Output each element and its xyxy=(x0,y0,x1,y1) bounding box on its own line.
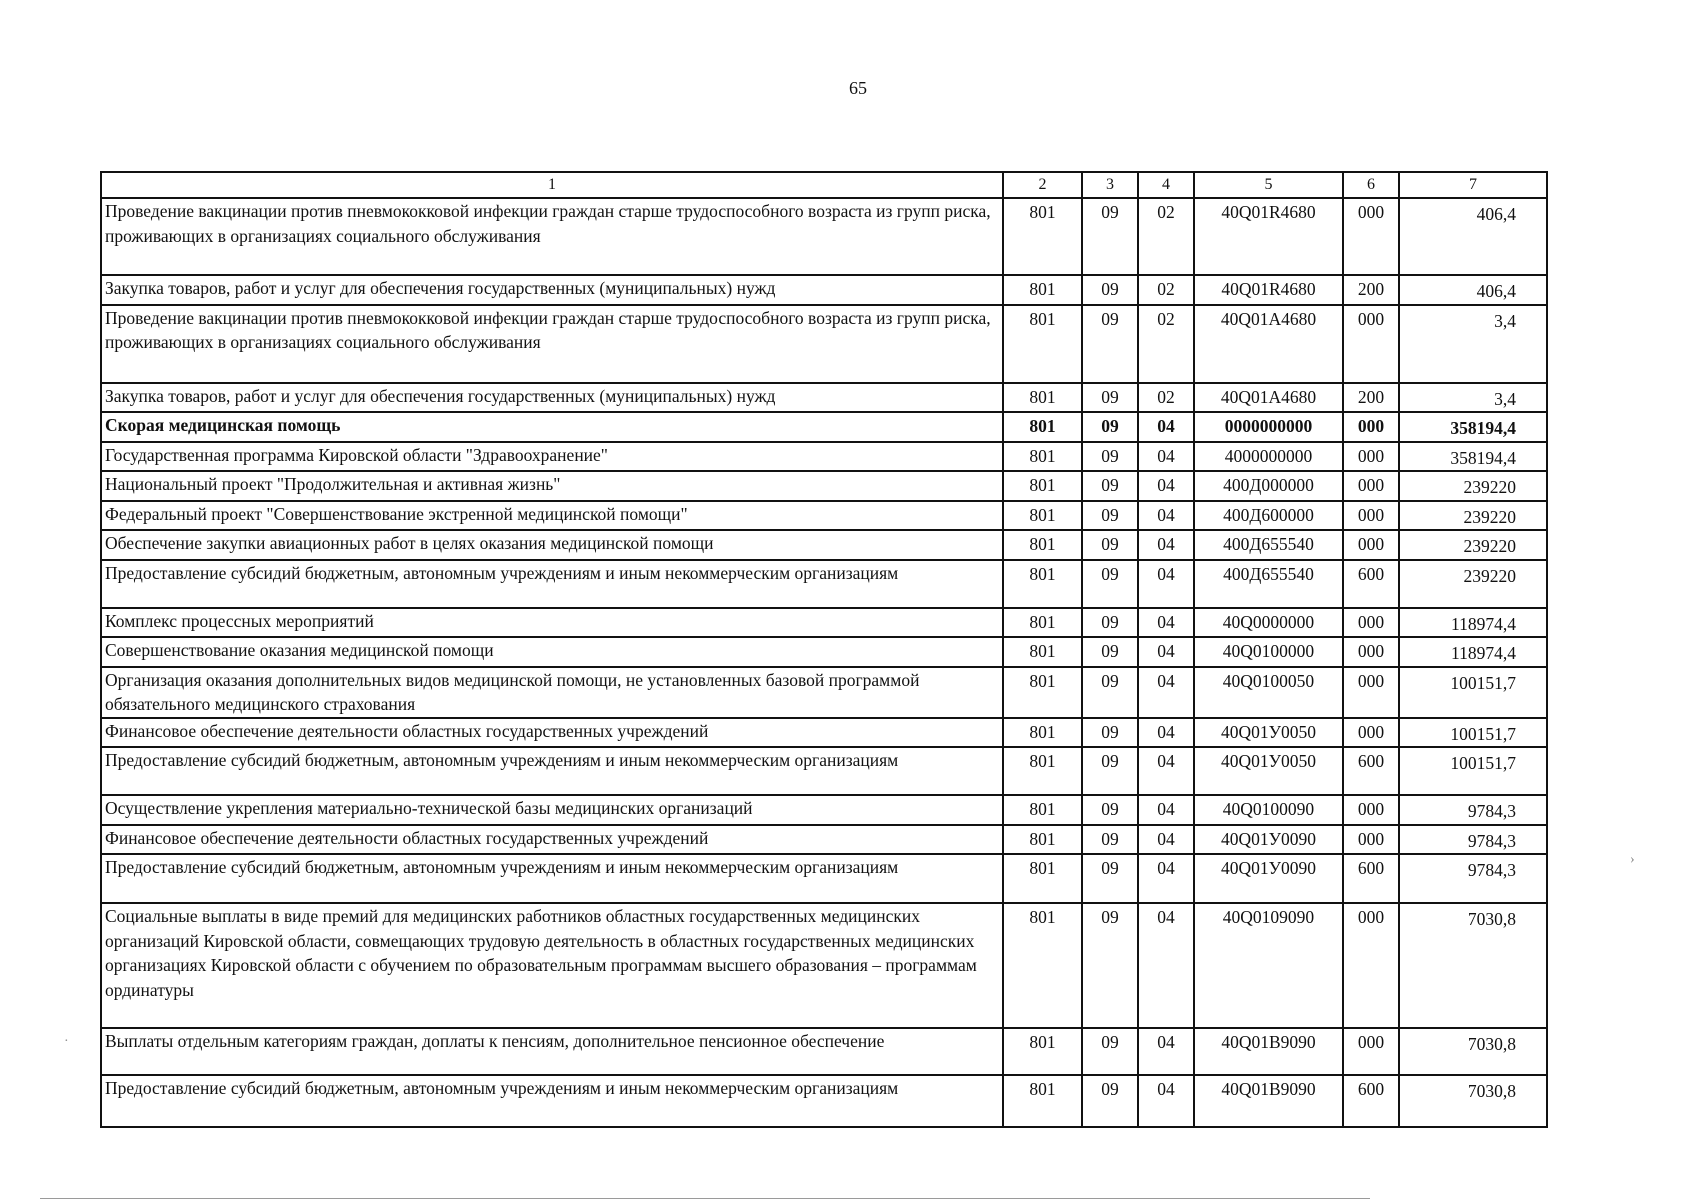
row-code-cell: 801 xyxy=(1003,198,1082,275)
table-row xyxy=(101,825,1547,855)
row-target-article-cell: 40Q0100000 xyxy=(1194,637,1343,667)
row-subsection-cell: 04 xyxy=(1138,747,1194,795)
row-subsection-cell: 02 xyxy=(1138,305,1194,383)
row-code-cell: 801 xyxy=(1003,637,1082,667)
row-name-cell: Проведение вакцинации против пневмококковой инфекции граждан старше трудоспособного возраста из групп риска, проживающих в организациях социального обслуживания xyxy=(101,305,1003,383)
row-amount-cell: 7030,8 xyxy=(1399,1075,1547,1127)
row-target-article-cell: 400Д000000 xyxy=(1194,471,1343,501)
row-name-cell: Осуществление укрепления материально-технической базы медицинских организаций xyxy=(101,795,1003,825)
row-subsection-cell: 04 xyxy=(1138,501,1194,531)
row-section-cell: 09 xyxy=(1082,471,1138,501)
row-expense-type-cell: 000 xyxy=(1343,903,1399,1028)
table-row xyxy=(101,412,1547,442)
row-section-cell: 09 xyxy=(1082,442,1138,472)
row-amount-cell: 9784,3 xyxy=(1399,825,1547,855)
row-target-article-cell: 40Q01A4680 xyxy=(1194,305,1343,383)
row-section-cell: 09 xyxy=(1082,1075,1138,1127)
row-code-cell: 801 xyxy=(1003,854,1082,903)
row-subsection-cell: 02 xyxy=(1138,275,1194,305)
row-name-cell: Предоставление субсидий бюджетным, автономным учреждениям и иным некоммерческим организациям xyxy=(101,1075,1003,1127)
table-row xyxy=(101,854,1547,903)
row-subsection-cell: 04 xyxy=(1138,637,1194,667)
column-header: 4 xyxy=(1138,172,1194,198)
row-target-article-cell: 40Q01У0050 xyxy=(1194,747,1343,795)
table-row xyxy=(101,501,1547,531)
row-target-article-cell: 40Q01У0090 xyxy=(1194,825,1343,855)
row-name-cell: Выплаты отдельным категориям граждан, доплаты к пенсиям, дополнительное пенсионное обеспечение xyxy=(101,1028,1003,1075)
row-amount-cell: 100151,7 xyxy=(1399,718,1547,748)
row-expense-type-cell: 000 xyxy=(1343,718,1399,748)
table-row xyxy=(101,442,1547,472)
row-expense-type-cell: 000 xyxy=(1343,471,1399,501)
row-name-cell: Социальные выплаты в виде премий для медицинских работников областных государственных медицинских организаций Кировской области, совмещающих трудовую деятельность в областных государственных медицинских организациях Кировской области с обучением по образовательным программам высшего образования – программам ординатуры xyxy=(101,903,1003,1028)
column-header: 7 xyxy=(1399,172,1547,198)
row-target-article-cell: 40Q01В9090 xyxy=(1194,1028,1343,1075)
table-row xyxy=(101,903,1547,1028)
table-row xyxy=(101,718,1547,748)
row-target-article-cell: 40Q0000000 xyxy=(1194,608,1343,638)
row-name-cell: Финансовое обеспечение деятельности областных государственных учреждений xyxy=(101,718,1003,748)
row-expense-type-cell: 000 xyxy=(1343,608,1399,638)
row-subsection-cell: 04 xyxy=(1138,795,1194,825)
row-section-cell: 09 xyxy=(1082,825,1138,855)
row-code-cell: 801 xyxy=(1003,442,1082,472)
row-code-cell: 801 xyxy=(1003,1028,1082,1075)
row-target-article-cell: 40Q0109090 xyxy=(1194,903,1343,1028)
row-section-cell: 09 xyxy=(1082,305,1138,383)
row-target-article-cell: 40Q01R4680 xyxy=(1194,198,1343,275)
column-header: 6 xyxy=(1343,172,1399,198)
budget-table xyxy=(100,171,1548,1128)
table-row xyxy=(101,747,1547,795)
row-target-article-cell: 40Q0100050 xyxy=(1194,667,1343,718)
row-section-cell: 09 xyxy=(1082,718,1138,748)
row-amount-cell: 406,4 xyxy=(1399,198,1547,275)
row-expense-type-cell: 600 xyxy=(1343,1075,1399,1127)
row-amount-cell: 9784,3 xyxy=(1399,795,1547,825)
row-subsection-cell: 04 xyxy=(1138,825,1194,855)
row-expense-type-cell: 600 xyxy=(1343,560,1399,608)
column-header: 5 xyxy=(1194,172,1343,198)
row-subsection-cell: 04 xyxy=(1138,718,1194,748)
row-expense-type-cell: 000 xyxy=(1343,637,1399,667)
row-amount-cell: 406,4 xyxy=(1399,275,1547,305)
row-expense-type-cell: 000 xyxy=(1343,530,1399,560)
row-subsection-cell: 04 xyxy=(1138,667,1194,718)
row-subsection-cell: 04 xyxy=(1138,854,1194,903)
row-expense-type-cell: 200 xyxy=(1343,275,1399,305)
row-amount-cell: 100151,7 xyxy=(1399,667,1547,718)
row-name-cell: Закупка товаров, работ и услуг для обеспечения государственных (муниципальных) нужд xyxy=(101,275,1003,305)
column-header: 1 xyxy=(101,172,1003,198)
row-name-cell: Государственная программа Кировской области "Здравоохранение" xyxy=(101,442,1003,472)
row-code-cell: 801 xyxy=(1003,305,1082,383)
row-section-cell: 09 xyxy=(1082,275,1138,305)
row-section-cell: 09 xyxy=(1082,530,1138,560)
row-code-cell: 801 xyxy=(1003,718,1082,748)
row-name-cell: Организация оказания дополнительных видов медицинской помощи, не установленных базовой программой обязательного медицинского страхования xyxy=(101,667,1003,718)
margin-mark: · xyxy=(64,1034,69,1049)
row-name-cell: Скорая медицинская помощь xyxy=(101,412,1003,442)
row-expense-type-cell: 200 xyxy=(1343,383,1399,413)
row-name-cell: Предоставление субсидий бюджетным, автономным учреждениям и иным некоммерческим организациям xyxy=(101,747,1003,795)
row-section-cell: 09 xyxy=(1082,501,1138,531)
row-amount-cell: 239220 xyxy=(1399,501,1547,531)
row-section-cell: 09 xyxy=(1082,854,1138,903)
row-subsection-cell: 04 xyxy=(1138,608,1194,638)
table-row xyxy=(101,471,1547,501)
column-header: 2 xyxy=(1003,172,1082,198)
row-section-cell: 09 xyxy=(1082,198,1138,275)
row-subsection-cell: 04 xyxy=(1138,530,1194,560)
table-row xyxy=(101,1075,1547,1127)
row-code-cell: 801 xyxy=(1003,412,1082,442)
table-row xyxy=(101,1028,1547,1075)
row-section-cell: 09 xyxy=(1082,560,1138,608)
row-subsection-cell: 04 xyxy=(1138,471,1194,501)
table-row xyxy=(101,530,1547,560)
row-section-cell: 09 xyxy=(1082,608,1138,638)
row-name-cell: Предоставление субсидий бюджетным, автономным учреждениям и иным некоммерческим организациям xyxy=(101,560,1003,608)
row-section-cell: 09 xyxy=(1082,383,1138,413)
row-target-article-cell: 40Q01R4680 xyxy=(1194,275,1343,305)
row-subsection-cell: 04 xyxy=(1138,1075,1194,1127)
row-subsection-cell: 04 xyxy=(1138,1028,1194,1075)
row-expense-type-cell: 000 xyxy=(1343,305,1399,383)
row-code-cell: 801 xyxy=(1003,383,1082,413)
row-expense-type-cell: 000 xyxy=(1343,198,1399,275)
row-amount-cell: 100151,7 xyxy=(1399,747,1547,795)
table-header-row xyxy=(101,172,1547,198)
row-name-cell: Федеральный проект "Совершенствование экстренной медицинской помощи" xyxy=(101,501,1003,531)
row-section-cell: 09 xyxy=(1082,747,1138,795)
table-row xyxy=(101,637,1547,667)
row-target-article-cell: 40Q01В9090 xyxy=(1194,1075,1343,1127)
table-row xyxy=(101,560,1547,608)
row-amount-cell: 9784,3 xyxy=(1399,854,1547,903)
row-target-article-cell: 4000000000 xyxy=(1194,442,1343,472)
row-subsection-cell: 02 xyxy=(1138,383,1194,413)
table-row xyxy=(101,667,1547,718)
row-subsection-cell: 04 xyxy=(1138,412,1194,442)
row-amount-cell: 239220 xyxy=(1399,530,1547,560)
row-amount-cell: 118974,4 xyxy=(1399,608,1547,638)
row-code-cell: 801 xyxy=(1003,747,1082,795)
row-code-cell: 801 xyxy=(1003,903,1082,1028)
row-target-article-cell: 40Q01У0090 xyxy=(1194,854,1343,903)
row-amount-cell: 7030,8 xyxy=(1399,903,1547,1028)
row-name-cell: Национальный проект "Продолжительная и активная жизнь" xyxy=(101,471,1003,501)
row-code-cell: 801 xyxy=(1003,608,1082,638)
row-section-cell: 09 xyxy=(1082,1028,1138,1075)
row-target-article-cell: 40Q01У0050 xyxy=(1194,718,1343,748)
row-name-cell: Комплекс процессных мероприятий xyxy=(101,608,1003,638)
row-target-article-cell: 400Д655540 xyxy=(1194,560,1343,608)
row-name-cell: Совершенствование оказания медицинской помощи xyxy=(101,637,1003,667)
row-expense-type-cell: 000 xyxy=(1343,1028,1399,1075)
row-section-cell: 09 xyxy=(1082,795,1138,825)
row-name-cell: Обеспечение закупки авиационных работ в целях оказания медицинской помощи xyxy=(101,530,1003,560)
row-code-cell: 801 xyxy=(1003,1075,1082,1127)
row-section-cell: 09 xyxy=(1082,903,1138,1028)
row-expense-type-cell: 600 xyxy=(1343,747,1399,795)
table-row xyxy=(101,608,1547,638)
row-amount-cell: 7030,8 xyxy=(1399,1028,1547,1075)
row-target-article-cell: 400Д600000 xyxy=(1194,501,1343,531)
table-body xyxy=(101,198,1547,1127)
row-expense-type-cell: 000 xyxy=(1343,825,1399,855)
table-row xyxy=(101,383,1547,413)
row-amount-cell: 358194,4 xyxy=(1399,442,1547,472)
row-name-cell: Предоставление субсидий бюджетным, автономным учреждениям и иным некоммерческим организациям xyxy=(101,854,1003,903)
row-code-cell: 801 xyxy=(1003,501,1082,531)
scan-edge-line xyxy=(40,1198,1370,1199)
row-expense-type-cell: 600 xyxy=(1343,854,1399,903)
table-row xyxy=(101,198,1547,275)
table-row xyxy=(101,305,1547,383)
margin-mark: › xyxy=(1630,852,1635,867)
row-amount-cell: 118974,4 xyxy=(1399,637,1547,667)
row-section-cell: 09 xyxy=(1082,412,1138,442)
row-name-cell: Закупка товаров, работ и услуг для обеспечения государственных (муниципальных) нужд xyxy=(101,383,1003,413)
row-subsection-cell: 04 xyxy=(1138,442,1194,472)
page-number: 65 xyxy=(849,78,867,98)
column-header: 3 xyxy=(1082,172,1138,198)
row-section-cell: 09 xyxy=(1082,637,1138,667)
row-target-article-cell: 40Q0100090 xyxy=(1194,795,1343,825)
table-row xyxy=(101,275,1547,305)
row-amount-cell: 239220 xyxy=(1399,471,1547,501)
row-subsection-cell: 02 xyxy=(1138,198,1194,275)
row-code-cell: 801 xyxy=(1003,795,1082,825)
row-subsection-cell: 04 xyxy=(1138,560,1194,608)
row-expense-type-cell: 000 xyxy=(1343,667,1399,718)
row-code-cell: 801 xyxy=(1003,825,1082,855)
row-code-cell: 801 xyxy=(1003,275,1082,305)
row-expense-type-cell: 000 xyxy=(1343,442,1399,472)
row-name-cell: Проведение вакцинации против пневмококковой инфекции граждан старше трудоспособного возраста из групп риска, проживающих в организациях социального обслуживания xyxy=(101,198,1003,275)
table-row xyxy=(101,795,1547,825)
row-code-cell: 801 xyxy=(1003,560,1082,608)
row-code-cell: 801 xyxy=(1003,471,1082,501)
row-target-article-cell: 400Д655540 xyxy=(1194,530,1343,560)
row-amount-cell: 3,4 xyxy=(1399,383,1547,413)
row-amount-cell: 358194,4 xyxy=(1399,412,1547,442)
row-code-cell: 801 xyxy=(1003,530,1082,560)
row-amount-cell: 3,4 xyxy=(1399,305,1547,383)
row-expense-type-cell: 000 xyxy=(1343,795,1399,825)
row-expense-type-cell: 000 xyxy=(1343,412,1399,442)
row-name-cell: Финансовое обеспечение деятельности областных государственных учреждений xyxy=(101,825,1003,855)
row-target-article-cell: 40Q01A4680 xyxy=(1194,383,1343,413)
row-target-article-cell: 0000000000 xyxy=(1194,412,1343,442)
row-amount-cell: 239220 xyxy=(1399,560,1547,608)
row-expense-type-cell: 000 xyxy=(1343,501,1399,531)
row-subsection-cell: 04 xyxy=(1138,903,1194,1028)
row-code-cell: 801 xyxy=(1003,667,1082,718)
row-section-cell: 09 xyxy=(1082,667,1138,718)
